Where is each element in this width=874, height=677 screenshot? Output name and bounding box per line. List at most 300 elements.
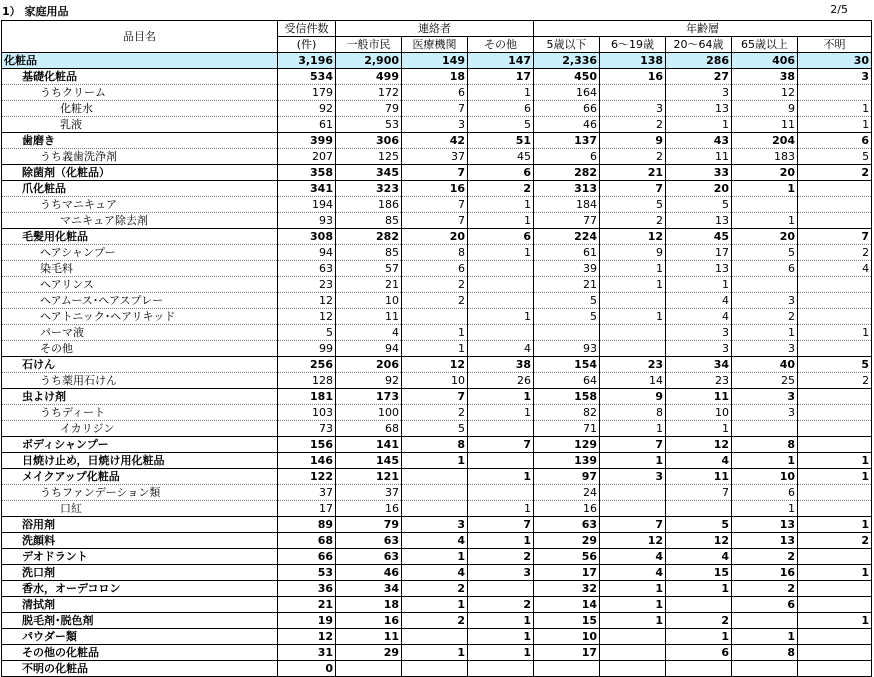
- row-value: 45: [468, 149, 534, 165]
- table-row: [2, 501, 872, 517]
- table-row: [2, 405, 872, 421]
- row-value: 2: [798, 533, 872, 549]
- row-value: 7: [402, 165, 468, 181]
- row-value: 286: [666, 53, 732, 69]
- row-value: 11: [732, 117, 798, 133]
- row-value: 358: [278, 165, 336, 181]
- row-value: 1: [732, 629, 798, 645]
- row-value: 34: [336, 581, 402, 597]
- row-item-name: パウダー類: [2, 629, 278, 645]
- row-value: 450: [534, 69, 600, 85]
- row-value: 4: [600, 565, 666, 581]
- row-value: 1: [402, 341, 468, 357]
- table-row: [2, 661, 872, 677]
- row-value: [468, 293, 534, 309]
- row-value: 1: [468, 197, 534, 213]
- row-value: 8: [732, 645, 798, 661]
- row-value: 14: [534, 597, 600, 613]
- row-value: 10: [534, 629, 600, 645]
- row-value: 9: [600, 133, 666, 149]
- row-value: 39: [534, 261, 600, 277]
- table-row: [2, 293, 872, 309]
- row-value: [336, 661, 402, 677]
- row-value: 7: [402, 101, 468, 117]
- row-value: 3: [402, 517, 468, 533]
- row-value: 1: [732, 213, 798, 229]
- row-value: 13: [732, 517, 798, 533]
- row-item-name: うちファンデーション類: [2, 485, 278, 501]
- table-row: [2, 197, 872, 213]
- table-row: [2, 437, 872, 453]
- row-value: 1: [600, 613, 666, 629]
- row-value: 7: [468, 517, 534, 533]
- row-value: 122: [278, 469, 336, 485]
- row-value: 37: [402, 149, 468, 165]
- table-row: [2, 245, 872, 261]
- row-value: 7: [600, 517, 666, 533]
- row-value: [468, 485, 534, 501]
- row-value: 194: [278, 197, 336, 213]
- row-value: 19: [278, 613, 336, 629]
- row-value: 5: [666, 517, 732, 533]
- age-group-header: 年齢層: [534, 21, 872, 37]
- row-item-name: デオドラント: [2, 549, 278, 565]
- row-value: 6: [732, 261, 798, 277]
- row-value: 21: [600, 165, 666, 181]
- row-value: 2: [402, 277, 468, 293]
- row-value: 1: [468, 309, 534, 325]
- row-value: 21: [534, 277, 600, 293]
- row-item-name: うちクリーム: [2, 85, 278, 101]
- table-row: [2, 85, 872, 101]
- row-value: 1: [798, 613, 872, 629]
- row-value: 94: [278, 245, 336, 261]
- row-value: 2: [732, 581, 798, 597]
- table-row: [2, 325, 872, 341]
- row-value: 103: [278, 405, 336, 421]
- row-item-name: ヘアトニック･ヘアリキッド: [2, 309, 278, 325]
- row-item-name: 洗顔料: [2, 533, 278, 549]
- row-value: 66: [278, 549, 336, 565]
- row-value: 3: [732, 341, 798, 357]
- row-value: 2: [402, 405, 468, 421]
- row-value: 82: [534, 405, 600, 421]
- row-value: 149: [402, 53, 468, 69]
- row-value: 204: [732, 133, 798, 149]
- row-value: [798, 581, 872, 597]
- row-value: [798, 421, 872, 437]
- row-value: 6: [402, 261, 468, 277]
- row-value: 4: [402, 565, 468, 581]
- row-value: 46: [534, 117, 600, 133]
- row-value: 1: [666, 629, 732, 645]
- col-age-0-5: 5歳以下: [534, 37, 600, 53]
- row-value: [402, 501, 468, 517]
- row-value: 10: [666, 405, 732, 421]
- row-value: 26: [468, 373, 534, 389]
- row-value: 10: [732, 469, 798, 485]
- row-value: 1: [798, 117, 872, 133]
- row-value: 5: [666, 197, 732, 213]
- row-value: 1: [732, 501, 798, 517]
- row-value: 4: [666, 549, 732, 565]
- row-value: 4: [666, 309, 732, 325]
- row-value: 5: [732, 245, 798, 261]
- row-value: 128: [278, 373, 336, 389]
- col-contact-other: その他: [468, 37, 534, 53]
- row-value: [798, 485, 872, 501]
- table-row: [2, 117, 872, 133]
- col-contact-citizen: 一般市民: [336, 37, 402, 53]
- row-value: 1: [798, 469, 872, 485]
- row-value: 11: [666, 149, 732, 165]
- row-value: 1: [402, 325, 468, 341]
- table-row: [2, 149, 872, 165]
- row-value: 3: [732, 389, 798, 405]
- row-value: [732, 613, 798, 629]
- table-row: [2, 277, 872, 293]
- row-value: 1: [798, 565, 872, 581]
- table-row: [2, 469, 872, 485]
- row-value: 282: [336, 229, 402, 245]
- row-value: 2: [732, 549, 798, 565]
- row-value: 77: [534, 213, 600, 229]
- row-value: [798, 645, 872, 661]
- row-value: 4: [666, 293, 732, 309]
- row-value: 3: [666, 85, 732, 101]
- row-value: 23: [600, 357, 666, 373]
- row-value: 21: [336, 277, 402, 293]
- row-value: 16: [534, 501, 600, 517]
- row-value: 6: [666, 645, 732, 661]
- row-value: 158: [534, 389, 600, 405]
- row-value: 3: [468, 565, 534, 581]
- row-value: 17: [468, 69, 534, 85]
- row-value: 63: [534, 517, 600, 533]
- row-value: 6: [732, 597, 798, 613]
- row-item-name: マニキュア除去剤: [2, 213, 278, 229]
- row-value: 5: [468, 117, 534, 133]
- row-value: 2: [600, 213, 666, 229]
- cosmetics-table: [1, 20, 872, 677]
- row-value: 16: [336, 613, 402, 629]
- table-row: [2, 165, 872, 181]
- row-value: 4: [798, 261, 872, 277]
- row-value: 3,196: [278, 53, 336, 69]
- row-value: 12: [732, 85, 798, 101]
- row-value: 7: [600, 437, 666, 453]
- table-row: [2, 613, 872, 629]
- row-value: 1: [600, 597, 666, 613]
- row-value: 92: [336, 373, 402, 389]
- row-value: 499: [336, 69, 402, 85]
- row-value: 2: [468, 597, 534, 613]
- table-row: [2, 485, 872, 501]
- row-value: 306: [336, 133, 402, 149]
- row-value: [468, 453, 534, 469]
- row-value: 1: [600, 421, 666, 437]
- col-total-header: 受信件数: [278, 21, 336, 37]
- row-value: 68: [336, 421, 402, 437]
- row-value: 10: [336, 293, 402, 309]
- row-value: 6: [732, 485, 798, 501]
- table-row: [2, 229, 872, 245]
- row-value: 147: [468, 53, 534, 69]
- table-row: [2, 341, 872, 357]
- table-row: [2, 213, 872, 229]
- row-value: 13: [666, 101, 732, 117]
- row-value: 156: [278, 437, 336, 453]
- row-value: 61: [534, 245, 600, 261]
- row-value: 1: [468, 469, 534, 485]
- row-value: 1: [666, 421, 732, 437]
- row-value: 137: [534, 133, 600, 149]
- row-value: 71: [534, 421, 600, 437]
- row-value: 11: [336, 629, 402, 645]
- row-value: 1: [666, 277, 732, 293]
- row-value: 9: [732, 101, 798, 117]
- row-value: 406: [732, 53, 798, 69]
- table-body: [2, 53, 872, 677]
- row-value: 17: [278, 501, 336, 517]
- row-value: [534, 661, 600, 677]
- row-value: 5: [600, 197, 666, 213]
- row-value: 173: [336, 389, 402, 405]
- row-item-name: 爪化粧品: [2, 181, 278, 197]
- row-value: 20: [732, 229, 798, 245]
- row-value: 1: [402, 549, 468, 565]
- row-value: 9: [600, 245, 666, 261]
- row-value: 2,900: [336, 53, 402, 69]
- row-value: 13: [732, 533, 798, 549]
- row-value: 313: [534, 181, 600, 197]
- row-value: 79: [336, 101, 402, 117]
- row-value: 6: [468, 229, 534, 245]
- row-value: 25: [732, 373, 798, 389]
- row-value: 7: [666, 485, 732, 501]
- row-value: 8: [402, 245, 468, 261]
- row-value: 256: [278, 357, 336, 373]
- table-row: [2, 597, 872, 613]
- row-value: 1: [402, 597, 468, 613]
- page-header: [0, 0, 874, 20]
- row-value: 93: [278, 213, 336, 229]
- row-value: 11: [336, 309, 402, 325]
- row-value: 2: [600, 117, 666, 133]
- row-value: 1: [468, 389, 534, 405]
- row-value: [798, 197, 872, 213]
- row-value: 206: [336, 357, 402, 373]
- row-value: 6: [798, 133, 872, 149]
- row-value: 37: [336, 485, 402, 501]
- row-value: [798, 597, 872, 613]
- row-value: 17: [534, 565, 600, 581]
- row-value: [798, 501, 872, 517]
- col-total-unit: (件): [278, 37, 336, 53]
- row-item-name: うち義歯洗浄剤: [2, 149, 278, 165]
- row-value: [402, 309, 468, 325]
- row-value: 1: [468, 245, 534, 261]
- row-value: 4: [402, 533, 468, 549]
- row-value: 85: [336, 245, 402, 261]
- row-value: [402, 469, 468, 485]
- row-value: [468, 421, 534, 437]
- row-value: 21: [278, 597, 336, 613]
- row-value: [468, 277, 534, 293]
- row-value: 38: [468, 357, 534, 373]
- row-value: [600, 485, 666, 501]
- row-value: 1: [600, 261, 666, 277]
- row-value: 1: [468, 629, 534, 645]
- row-value: 23: [278, 277, 336, 293]
- row-value: 1: [468, 85, 534, 101]
- row-value: 12: [666, 533, 732, 549]
- row-value: [600, 85, 666, 101]
- row-value: 29: [336, 645, 402, 661]
- table-row: [2, 181, 872, 197]
- row-item-name: 歯磨き: [2, 133, 278, 149]
- row-value: 5: [278, 325, 336, 341]
- row-value: 5: [534, 309, 600, 325]
- table-row: [2, 629, 872, 645]
- row-value: 2,336: [534, 53, 600, 69]
- row-item-name: その他: [2, 341, 278, 357]
- table-row: [2, 533, 872, 549]
- row-value: 20: [732, 165, 798, 181]
- row-value: 13: [666, 261, 732, 277]
- row-value: 6: [534, 149, 600, 165]
- table-row: [2, 549, 872, 565]
- row-value: 16: [600, 69, 666, 85]
- row-value: 8: [732, 437, 798, 453]
- row-value: [798, 181, 872, 197]
- col-age-6-19: 6～19歳: [600, 37, 666, 53]
- table-row: [2, 53, 872, 69]
- row-item-name: 基礎化粧品: [2, 69, 278, 85]
- row-value: [798, 341, 872, 357]
- row-value: 15: [666, 565, 732, 581]
- row-value: [798, 437, 872, 453]
- row-value: 32: [534, 581, 600, 597]
- row-value: 2: [798, 373, 872, 389]
- row-value: 1: [600, 581, 666, 597]
- row-value: [600, 325, 666, 341]
- row-item-name: うちマニキュア: [2, 197, 278, 213]
- row-value: [732, 277, 798, 293]
- row-value: 1: [600, 309, 666, 325]
- row-value: 66: [534, 101, 600, 117]
- row-value: 16: [336, 501, 402, 517]
- row-value: 1: [732, 181, 798, 197]
- row-value: 183: [732, 149, 798, 165]
- table-row: [2, 373, 872, 389]
- row-value: [666, 501, 732, 517]
- row-value: [798, 549, 872, 565]
- row-value: 1: [798, 453, 872, 469]
- row-value: 37: [278, 485, 336, 501]
- row-value: 38: [732, 69, 798, 85]
- row-value: 5: [534, 293, 600, 309]
- col-age-65-plus: 65歳以上: [732, 37, 798, 53]
- row-value: [732, 421, 798, 437]
- row-value: 1: [798, 325, 872, 341]
- row-item-name: 石けん: [2, 357, 278, 373]
- row-value: 1: [666, 581, 732, 597]
- row-item-name: 染毛料: [2, 261, 278, 277]
- row-value: 40: [732, 357, 798, 373]
- row-value: 1: [666, 117, 732, 133]
- row-value: 14: [600, 373, 666, 389]
- row-value: 4: [600, 549, 666, 565]
- row-value: 3: [402, 117, 468, 133]
- table-row: [2, 357, 872, 373]
- row-value: 0: [278, 661, 336, 677]
- table-row: [2, 389, 872, 405]
- row-item-name: 毛髪用化粧品: [2, 229, 278, 245]
- row-value: 154: [534, 357, 600, 373]
- row-value: 64: [534, 373, 600, 389]
- row-value: 4: [336, 325, 402, 341]
- row-value: 73: [278, 421, 336, 437]
- row-value: 3: [666, 341, 732, 357]
- row-value: [798, 661, 872, 677]
- row-value: 68: [278, 533, 336, 549]
- row-value: 2: [402, 293, 468, 309]
- row-value: 46: [336, 565, 402, 581]
- row-value: 12: [278, 309, 336, 325]
- row-value: 57: [336, 261, 402, 277]
- row-value: [600, 645, 666, 661]
- row-value: 29: [534, 533, 600, 549]
- table-row: [2, 421, 872, 437]
- row-value: 24: [534, 485, 600, 501]
- row-value: 10: [402, 373, 468, 389]
- row-value: [666, 597, 732, 613]
- row-value: [798, 389, 872, 405]
- row-item-name: その他の化粧品: [2, 645, 278, 661]
- row-value: [402, 661, 468, 677]
- row-value: [600, 629, 666, 645]
- row-value: 15: [534, 613, 600, 629]
- row-value: 8: [402, 437, 468, 453]
- row-value: 12: [666, 437, 732, 453]
- contact-group-header: 連絡者: [336, 21, 534, 37]
- row-value: [600, 341, 666, 357]
- row-value: 8: [600, 405, 666, 421]
- row-value: [798, 213, 872, 229]
- table-row: [2, 645, 872, 661]
- row-value: 1: [402, 645, 468, 661]
- row-value: 5: [402, 421, 468, 437]
- row-item-name: 化粧品: [2, 53, 278, 69]
- row-value: [666, 661, 732, 677]
- row-value: [798, 405, 872, 421]
- table-row: [2, 517, 872, 533]
- row-value: 1: [798, 517, 872, 533]
- row-value: 97: [534, 469, 600, 485]
- row-value: 1: [468, 213, 534, 229]
- row-value: 1: [468, 533, 534, 549]
- row-item-name: 乳液: [2, 117, 278, 133]
- row-value: 20: [666, 181, 732, 197]
- row-value: 94: [336, 341, 402, 357]
- row-value: 42: [402, 133, 468, 149]
- row-value: 3: [600, 101, 666, 117]
- row-value: 1: [798, 101, 872, 117]
- row-value: 186: [336, 197, 402, 213]
- page-number: 2/5: [830, 3, 848, 16]
- row-value: 6: [468, 101, 534, 117]
